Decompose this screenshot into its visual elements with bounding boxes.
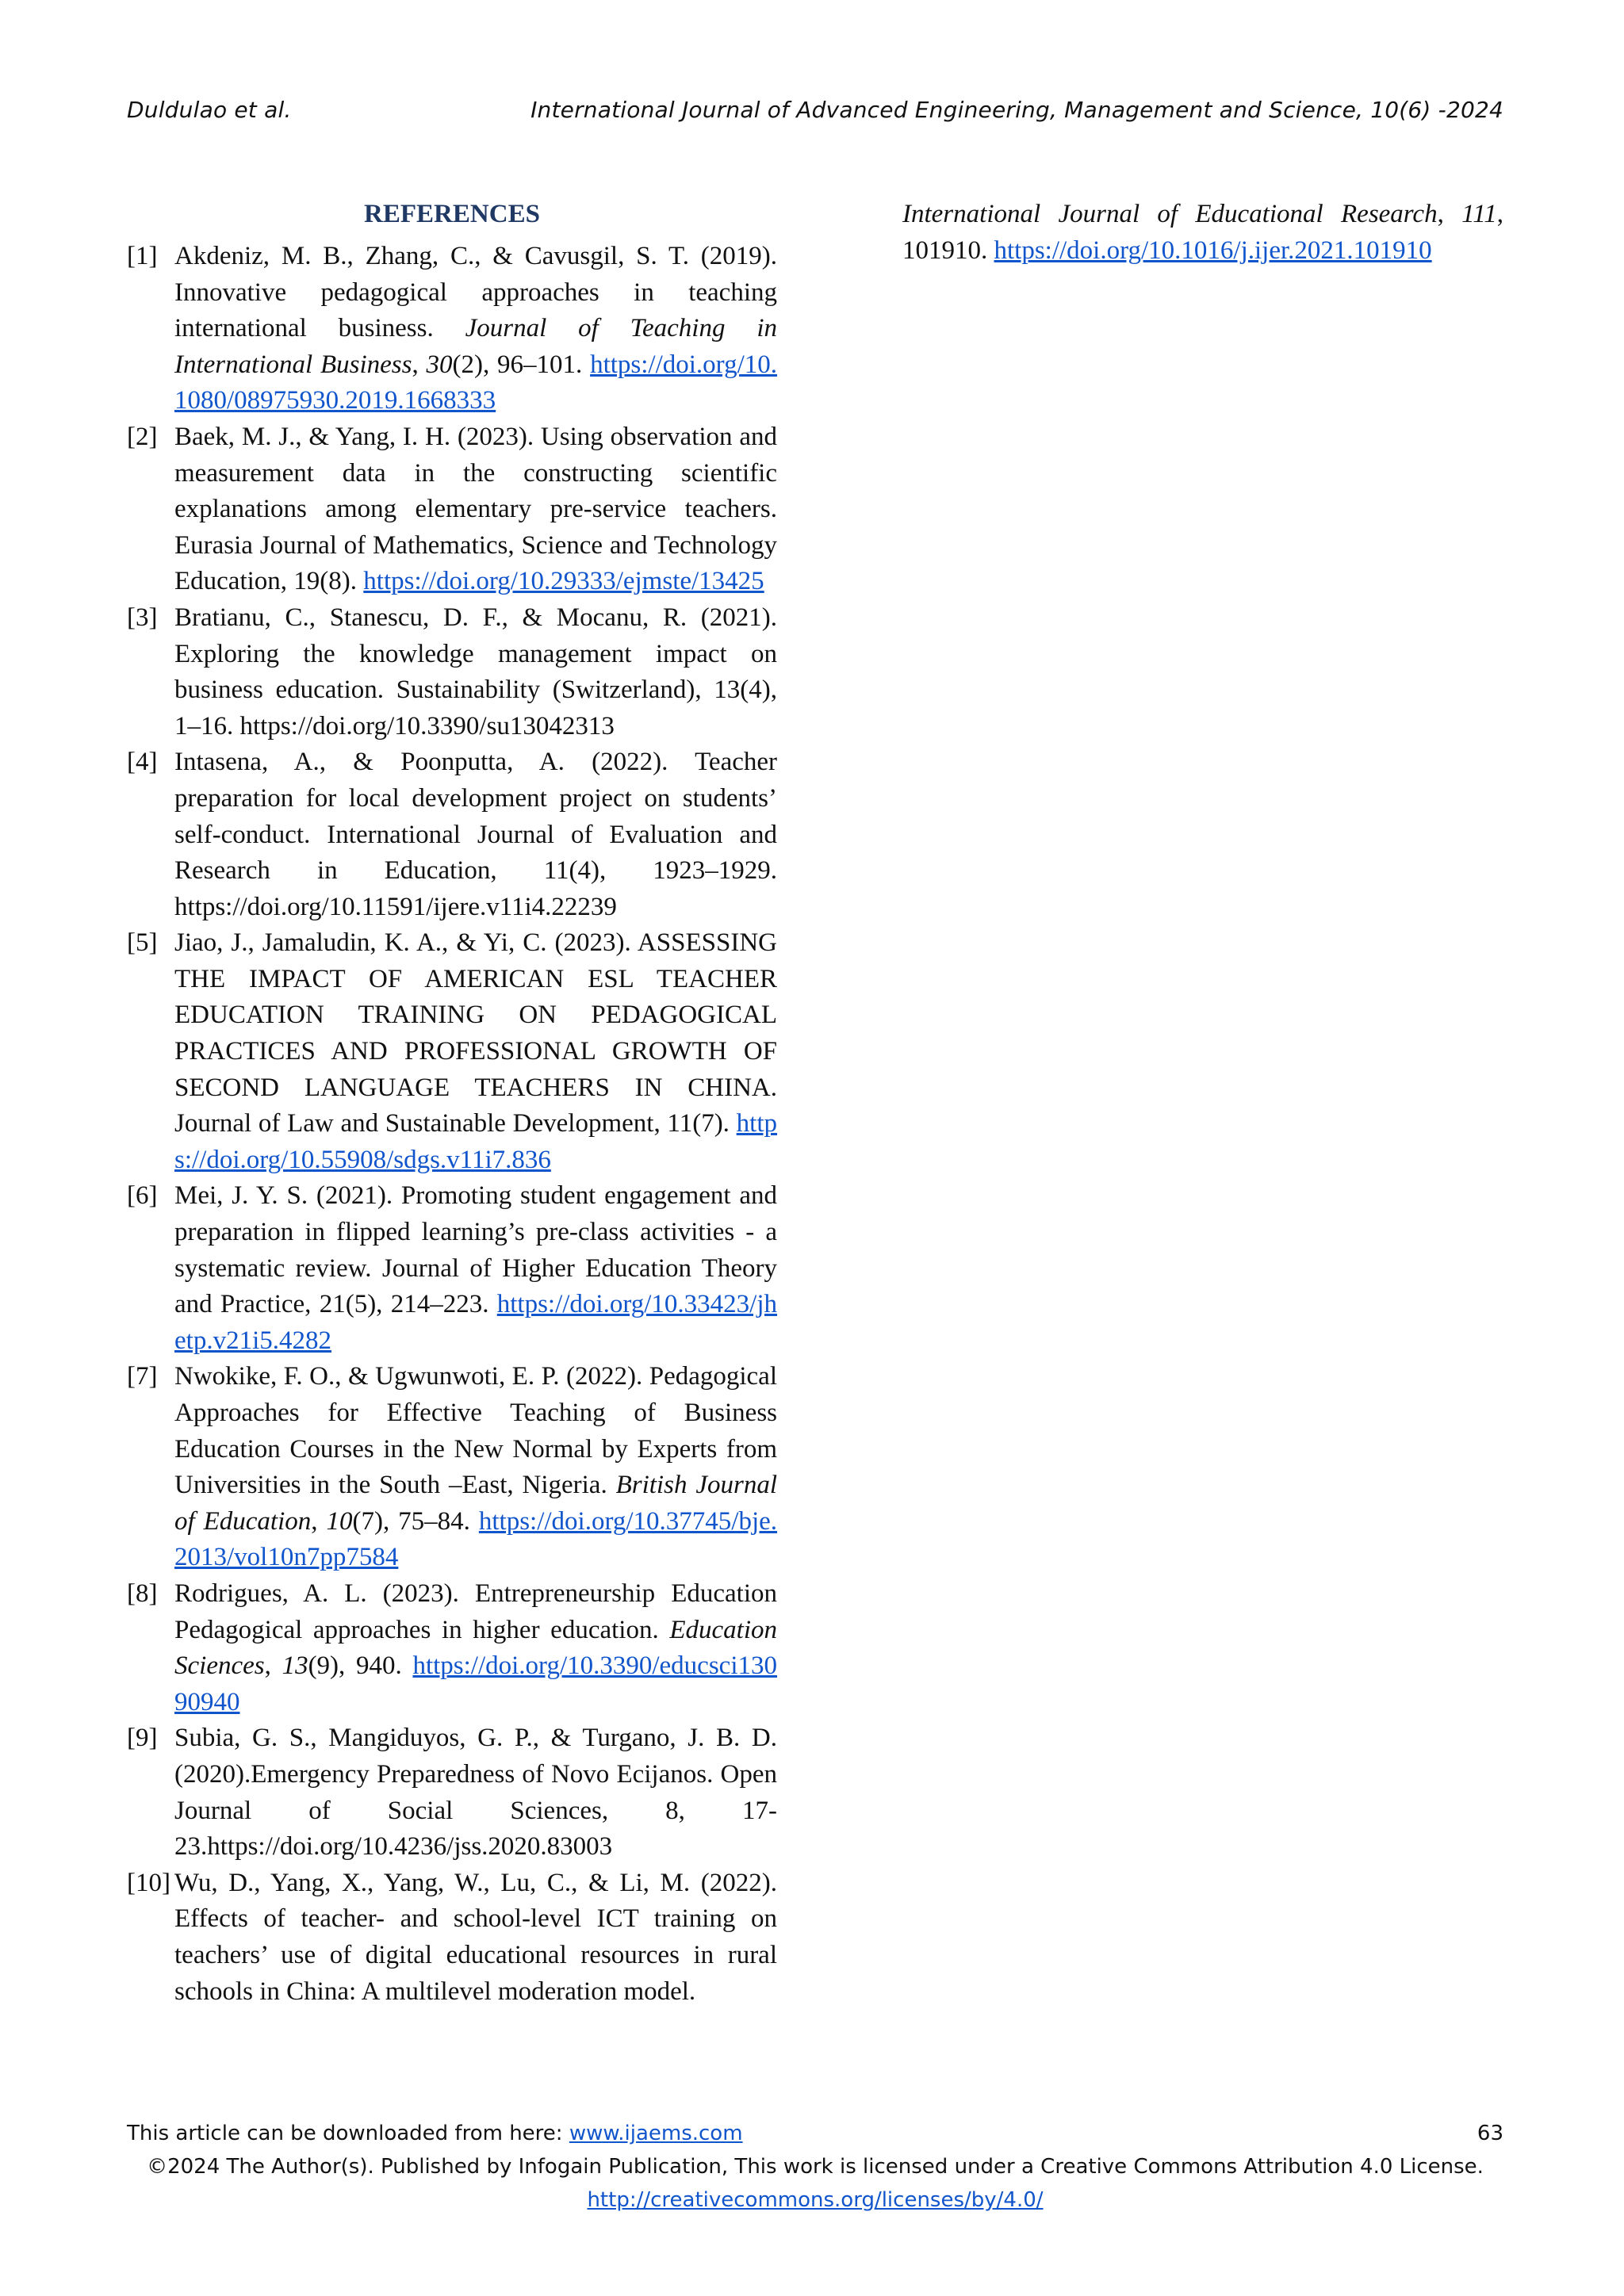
reference-pages: (7), 75–84. (352, 1506, 479, 1536)
reference-text (174, 1178, 777, 1359)
footer-license-line (127, 2188, 1503, 2212)
reference-volume: 111 (1461, 200, 1497, 228)
reference-number: [9] (127, 1724, 158, 1753)
reference-separator: , (412, 350, 427, 379)
reference-item (127, 1359, 777, 1576)
reference-separator: , (311, 1506, 327, 1536)
reference-item (127, 239, 777, 419)
footer-website-link[interactable]: www.ijaems.com (569, 2122, 743, 2145)
page-number: 63 (1477, 2122, 1503, 2145)
reference-citation: Jiao, J., Jamaludin, K. A., & Yi, C. (2023). ASSESSING THE IMPACT OF AMERICAN ESL TEACHER EDUCATION TRAINING ON PEDAGOGICAL PRACTICES AND PROFESSIONAL GROWTH OF SECOND LANGUAGE TEACHERS IN CHINA. Journal of Law and Sustainable Development, 11(7). (174, 928, 777, 1138)
reference-separator: , (1437, 200, 1462, 228)
reference-separator: , (264, 1651, 282, 1681)
footer-license-text: ©2024 The Author(s). Published by Infogain Publication, This work is licensed under a Creative Commons Attribution 4.0 License. (147, 2155, 1484, 2179)
header-authors: Duldulao et al. (127, 97, 292, 123)
reference-item (127, 419, 777, 600)
reference-continuation (902, 197, 1503, 269)
reference-text (174, 925, 777, 1178)
doi-link[interactable]: https://doi.org/10.33423/jhetp.v21i5.4282 (174, 1290, 777, 1355)
reference-text: Subia, G. S., Mangiduyos, G. P., & Turgano, J. B. D. (2020).Emergency Preparedness of Novo Ecijanos. Open Journal of Social Sciences, 8, 17-23.https://doi.org/10.4236/jss.2020.83003 (174, 1724, 777, 1862)
header-journal: International Journal of Advanced Engineering, Management and Science, 10(6) -2024 (530, 97, 1503, 123)
reference-volume: 30 (426, 350, 453, 379)
license-link[interactable]: http://creativecommons.org/licenses/by/4.0/ (587, 2188, 1044, 2212)
reference-text: Bratianu, C., Stanescu, D. F., & Mocanu, R. (2021). Exploring the knowledge management impact on business education. Sustainability (Switzerland), 13(4), 1–16. https://doi.org/10.3390/su13042313 (174, 603, 777, 740)
reference-text: Wu, D., Yang, X., Yang, W., Lu, C., & Li, M. (2022). Effects of teacher- and school-level ICT training on teachers’ use of digital educational resources in rural schools in China: A multilevel moderation model. (174, 1868, 777, 2006)
doi-link[interactable]: https://doi.org/10.3390/educsci13090940 (174, 1651, 777, 1716)
reference-volume: 10 (326, 1506, 353, 1536)
reference-item (127, 1178, 777, 1359)
reference-journal: Education Sciences (174, 1615, 777, 1681)
reference-authors-title: Rodrigues, A. L. (2023). Entrepreneurship Education Pedagogical approaches in higher education. (174, 1578, 777, 1644)
reference-item (127, 1866, 777, 2010)
running-header (127, 97, 1503, 123)
reference-item (127, 744, 777, 925)
doi-link[interactable]: https://doi.org/10.55908/sdgs.v11i7.836 (174, 1109, 777, 1174)
reference-item (127, 1576, 777, 1720)
reference-text: Intasena, A., & Poonputta, A. (2022). Teacher preparation for local development project on students’ self-conduct. International Journal of Evaluation and Research in Education, 11(4), 1923–1929. https://doi.org/10.11591/ijere.v11i4.22239 (174, 748, 777, 921)
doi-link[interactable]: https://doi.org/10.29333/ejmste/13425 (363, 567, 764, 596)
reference-pages: (2), 96–101. (452, 350, 591, 379)
reference-volume: 13 (282, 1651, 308, 1681)
reference-number: [5] (127, 928, 158, 958)
reference-journal: British Journal of Education (174, 1471, 777, 1536)
reference-number: [8] (127, 1578, 158, 1608)
reference-citation: Mei, J. Y. S. (2021). Promoting student engagement and preparation in flipped learning’s pre-class activities - a systematic review. Journal of Higher Education Theory and Practice, 21(5), 214–223. (174, 1181, 777, 1319)
reference-number: [3] (127, 603, 158, 632)
reference-number: [2] (127, 422, 158, 451)
reference-number: [7] (127, 1362, 158, 1391)
reference-text (174, 239, 777, 419)
doi-link[interactable]: https://doi.org/10.1080/08975930.2019.1668333 (174, 350, 777, 415)
reference-authors-title: Akdeniz, M. B., Zhang, C., & Cavusgil, S. T. (2019). Innovative pedagogical approaches in teaching international business. (174, 242, 777, 343)
reference-text (174, 1576, 777, 1720)
reference-journal: Journal of Teaching in International Business (174, 314, 777, 379)
references-heading: REFERENCES (364, 200, 540, 228)
reference-text (174, 419, 777, 600)
footer-download-text: This article can be downloaded from here: (127, 2122, 569, 2145)
right-column (902, 197, 1503, 269)
reference-pages: , 101910. (902, 200, 1503, 265)
reference-number: [6] (127, 1181, 158, 1211)
reference-number: [10] (127, 1868, 170, 1897)
reference-text (174, 1359, 777, 1576)
left-column (127, 197, 777, 2010)
footer-download-line (127, 2122, 1503, 2145)
reference-number: [1] (127, 242, 158, 270)
reference-item (127, 925, 777, 1178)
reference-citation: Baek, M. J., & Yang, I. H. (2023). Using observation and measurement data in the constructing scientific explanations among elementary pre-service teachers. Eurasia Journal of Mathematics, Science and Technology Education, 19(8). (174, 422, 777, 596)
reference-item (127, 600, 777, 744)
reference-journal: International Journal of Educational Research (902, 200, 1438, 228)
doi-link[interactable]: https://doi.org/10.1016/j.ijer.2021.101910 (994, 235, 1432, 265)
reference-pages: (9), 940. (308, 1651, 413, 1681)
reference-number: [4] (127, 748, 158, 777)
reference-item (127, 1720, 777, 1865)
doi-link[interactable]: https://doi.org/10.37745/bje.2013/vol10n7pp7584 (174, 1506, 778, 1572)
footer-download (127, 2122, 743, 2145)
reference-authors-title: Nwokike, F. O., & Ugwunwoti, E. P. (2022). Pedagogical Approaches for Effective Teaching of Business Education Courses in the New Normal by Experts from Universities in the South –East, Nigeria. (174, 1362, 777, 1500)
